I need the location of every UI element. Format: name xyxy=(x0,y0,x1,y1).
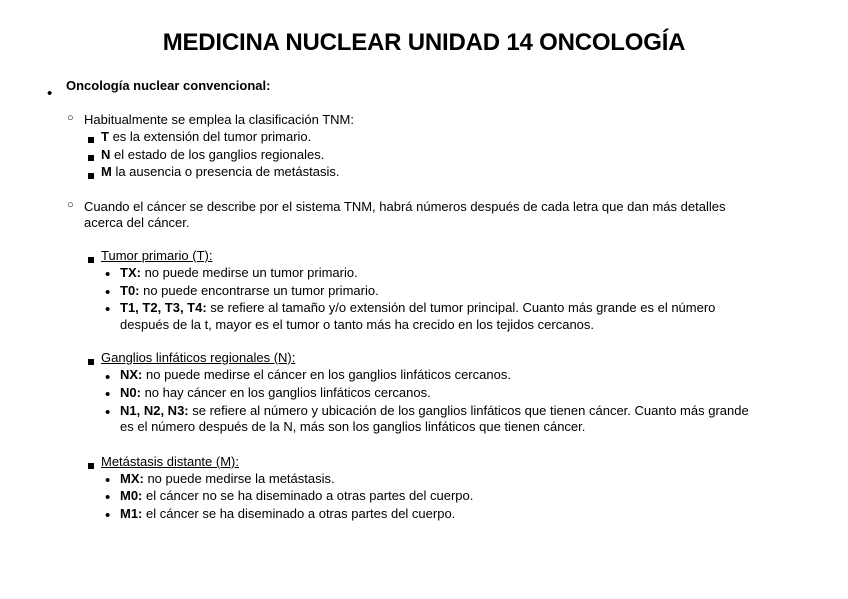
bullet-disc: • xyxy=(47,85,53,102)
bullet-circle: ○ xyxy=(67,199,74,211)
bullet-square xyxy=(88,148,94,165)
tumor-heading: Tumor primario (T): xyxy=(101,248,213,263)
bullet-disc: • xyxy=(105,386,111,403)
bullet-square xyxy=(88,456,94,473)
tnm-item-n: N el estado de los ganglios regionales. xyxy=(101,147,325,162)
ganglios-item-n1-n3-continued: es el número después de la N, más son los ganglios linfáticos que tienen cáncer. xyxy=(120,419,586,434)
ganglios-item-n1-n3: N1, N2, N3: se refiere al número y ubicación de los ganglios linfáticos que tienen cáncer. Cuanto más grande xyxy=(120,403,749,418)
description-line-1: Cuando el cáncer se describe por el sistema TNM, habrá números después de cada letra que dan más detalles xyxy=(84,199,726,214)
bullet-disc: • xyxy=(105,472,111,489)
metastasis-item-m1: M1: el cáncer se ha diseminado a otras partes del cuerpo. xyxy=(120,506,456,521)
ganglios-item-n0: N0: no hay cáncer en los ganglios linfáticos cercanos. xyxy=(120,385,431,400)
tumor-item-tx: TX: no puede medirse un tumor primario. xyxy=(120,265,358,280)
section-heading: Oncología nuclear convencional: xyxy=(66,78,271,93)
bullet-disc: • xyxy=(105,284,111,301)
bullet-disc: • xyxy=(105,489,111,506)
description-line-2: acerca del cáncer. xyxy=(84,215,190,230)
ganglios-item-nx: NX: no puede medirse el cáncer en los ganglios linfáticos cercanos. xyxy=(120,367,511,382)
tnm-intro: Habitualmente se emplea la clasificación TNM: xyxy=(84,112,354,127)
page-title: MEDICINA NUCLEAR UNIDAD 14 ONCOLOGÍA xyxy=(162,29,686,56)
bullet-square xyxy=(88,166,94,183)
bullet-square xyxy=(88,250,94,267)
tnm-item-t: T es la extensión del tumor primario. xyxy=(101,129,312,144)
bullet-disc: • xyxy=(105,266,111,283)
metastasis-item-mx: MX: no puede medirse la metástasis. xyxy=(120,471,335,486)
bullet-square xyxy=(88,130,94,147)
tnm-item-m: M la ausencia o presencia de metástasis. xyxy=(101,164,340,179)
bullet-disc: • xyxy=(105,301,111,318)
bullet-disc: • xyxy=(105,369,111,386)
bullet-circle: ○ xyxy=(67,112,74,124)
tumor-item-t0: T0: no puede encontrarse un tumor primario. xyxy=(120,283,379,298)
metastasis-heading: Metástasis distante (M): xyxy=(101,454,239,469)
ganglios-heading: Ganglios linfáticos regionales (N): xyxy=(101,350,296,365)
tumor-item-t1-t4-continued: después de la t, mayor es el tumor o tanto más ha crecido en los tejidos cercanos. xyxy=(120,317,595,332)
bullet-disc: • xyxy=(105,507,111,524)
bullet-disc: • xyxy=(105,404,111,421)
bullet-square xyxy=(88,352,94,369)
metastasis-item-m0: M0: el cáncer no se ha diseminado a otras partes del cuerpo. xyxy=(120,488,474,503)
tumor-item-t1-t4: T1, T2, T3, T4: se refiere al tamaño y/o extensión del tumor principal. Cuanto más grande es el número xyxy=(120,300,716,315)
